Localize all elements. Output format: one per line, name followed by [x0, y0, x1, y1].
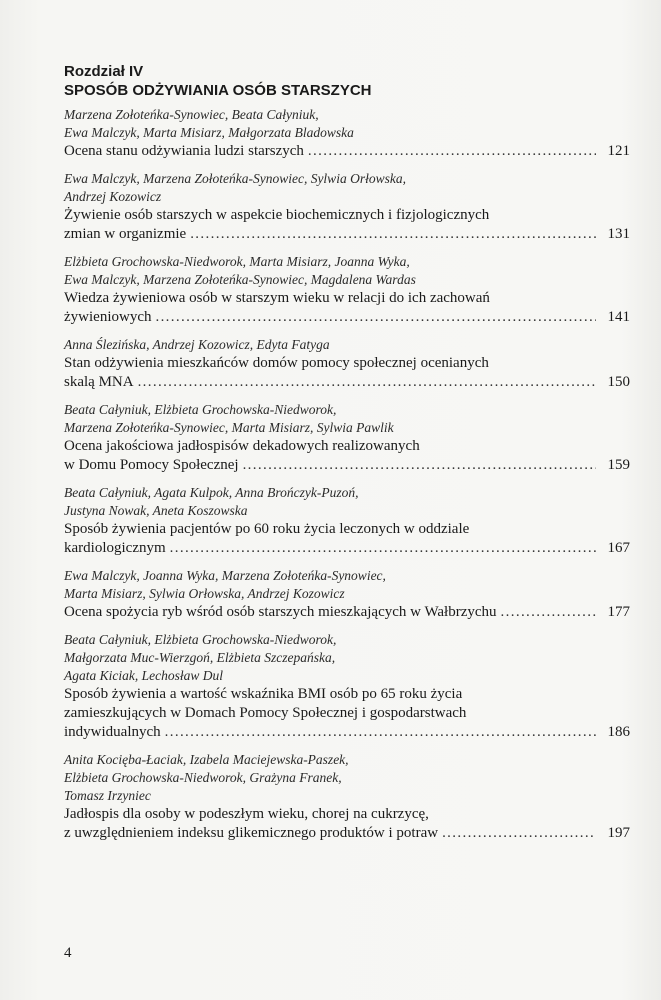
author-line: Marta Misiarz, Sylwia Orłowska, Andrzej Kozowicz — [64, 586, 345, 601]
toc-entries — [64, 106, 630, 843]
author-line: Anita Kocięba-Łaciak, Izabela Maciejewska-Paszek, — [64, 752, 349, 767]
author-line: Beata Całyniuk, Elżbieta Grochowska-Niedworok, — [64, 402, 337, 417]
entry-title-with-page — [64, 456, 630, 475]
chapter-title: SPOSÓB ODŻYWIANIA OSÓB STARSZYCH — [64, 82, 372, 99]
page-number: 4 — [64, 945, 72, 961]
entry-title-line: kardiologicznym — [64, 540, 166, 556]
dot-leader — [442, 824, 596, 843]
entry-page-number: 186 — [607, 724, 630, 740]
toc-entry — [64, 567, 630, 622]
entry-title-line: Ocena spożycia ryb wśród osób starszych mieszkających w Wałbrzychu — [64, 604, 497, 620]
author-line: Marzena Zołoteńka-Synowiec, Beata Całyniuk, — [64, 107, 319, 122]
entry-title-line: Ocena stanu odżywiania ludzi starszych — [64, 143, 304, 159]
entry-title-with-page — [64, 373, 630, 392]
author-line: Justyna Nowak, Aneta Koszowska — [64, 503, 248, 518]
toc-entry — [64, 751, 630, 843]
entry-authors — [64, 253, 630, 289]
toc-entry — [64, 484, 630, 558]
dot-leader — [165, 723, 596, 742]
author-line: Agata Kiciak, Lechosław Dul — [64, 668, 223, 683]
entry-authors — [64, 401, 630, 437]
dot-leader — [190, 225, 596, 244]
entry-authors — [64, 567, 630, 603]
entry-title-line: zmian w organizmie — [64, 226, 187, 242]
entry-page-number: 197 — [607, 825, 630, 841]
entry-title-line: żywieniowych — [64, 309, 152, 325]
entry-authors — [64, 170, 630, 206]
toc-entry — [64, 170, 630, 244]
dot-leader — [170, 539, 596, 558]
dot-leader — [243, 456, 596, 475]
entry-title-with-page — [64, 723, 630, 742]
entry-page-number: 121 — [607, 143, 630, 159]
entry-authors — [64, 336, 630, 354]
entry-page-number: 177 — [607, 604, 630, 620]
author-line: Andrzej Kozowicz — [64, 189, 162, 204]
toc-entry — [64, 253, 630, 327]
entry-title-line: indywidualnych — [64, 724, 161, 740]
entry-title-with-page — [64, 225, 630, 244]
entry-page-number: 141 — [607, 309, 630, 325]
dot-leader — [155, 308, 596, 327]
entry-title-line: Sposób żywienia a wartość wskaźnika BMI osób po 65 roku życia — [64, 686, 463, 702]
entry-page-number: 131 — [607, 226, 630, 242]
entry-title-line: Wiedza żywieniowa osób w starszym wieku w relacji do ich zachowań — [64, 290, 490, 306]
entry-authors — [64, 631, 630, 685]
entry-title-with-page — [64, 824, 630, 843]
entry-title-line: Stan odżywienia mieszkańców domów pomocy społecznej ocenianych — [64, 355, 489, 371]
table-of-contents — [64, 62, 630, 852]
entry-title-line: Żywienie osób starszych w aspekcie biochemicznych i fizjologicznych — [64, 207, 490, 223]
author-line: Ewa Malczyk, Marta Misiarz, Małgorzata Bladowska — [64, 125, 354, 140]
author-line: Małgorzata Muc-Wierzgoń, Elżbieta Szczepańska, — [64, 650, 336, 665]
entry-title-with-page — [64, 539, 630, 558]
entry-title-line: Sposób żywienia pacjentów po 60 roku życia leczonych w oddziale — [64, 521, 470, 537]
author-line: Ewa Malczyk, Joanna Wyka, Marzena Zołoteńka-Synowiec, — [64, 568, 386, 583]
entry-title-with-page — [64, 308, 630, 327]
entry-title-line: Ocena jakościowa jadłospisów dekadowych realizowanych — [64, 438, 420, 454]
entry-title-line: Jadłospis dla osoby w podeszłym wieku, chorej na cukrzycę, — [64, 806, 429, 822]
toc-entry — [64, 631, 630, 742]
author-line: Elżbieta Grochowska-Niedworok, Grażyna Franek, — [64, 770, 342, 785]
entry-title-line: skalą MNA — [64, 374, 134, 390]
entry-page-number: 159 — [607, 457, 630, 473]
entry-page-number: 167 — [607, 540, 630, 556]
dot-leader — [308, 142, 596, 161]
author-line: Ewa Malczyk, Marzena Zołoteńka-Synowiec, Sylwia Orłowska, — [64, 171, 406, 186]
author-line: Beata Całyniuk, Agata Kulpok, Anna Brończyk-Puzoń, — [64, 485, 359, 500]
author-line: Elżbieta Grochowska-Niedworok, Marta Misiarz, Joanna Wyka, — [64, 254, 410, 269]
author-line: Marzena Zołoteńka-Synowiec, Marta Misiarz, Sylwia Pawlik — [64, 420, 394, 435]
entry-title-with-page — [64, 603, 630, 622]
author-line: Tomasz Irzyniec — [64, 788, 151, 803]
author-line: Ewa Malczyk, Marzena Zołoteńka-Synowiec, Magdalena Wardas — [64, 272, 416, 287]
entry-authors — [64, 751, 630, 805]
toc-entry — [64, 401, 630, 475]
entry-authors — [64, 484, 630, 520]
entry-title-line: zamieszkujących w Domach Pomocy Społecznej i gospodarstwach — [64, 705, 467, 721]
entry-title-line: z uwzględnieniem indeksu glikemicznego produktów i potraw — [64, 825, 439, 841]
toc-entry — [64, 336, 630, 392]
dot-leader — [138, 373, 596, 392]
entry-title-with-page — [64, 142, 630, 161]
author-line: Beata Całyniuk, Elżbieta Grochowska-Niedworok, — [64, 632, 337, 647]
entry-authors — [64, 106, 630, 142]
chapter-number: Rozdział IV — [64, 63, 144, 80]
toc-entry — [64, 106, 630, 161]
author-line: Anna Ślezińska, Andrzej Kozowicz, Edyta Fatyga — [64, 337, 330, 352]
dot-leader — [501, 603, 596, 622]
entry-page-number: 150 — [607, 374, 630, 390]
entry-title-line: w Domu Pomocy Społecznej — [64, 457, 239, 473]
